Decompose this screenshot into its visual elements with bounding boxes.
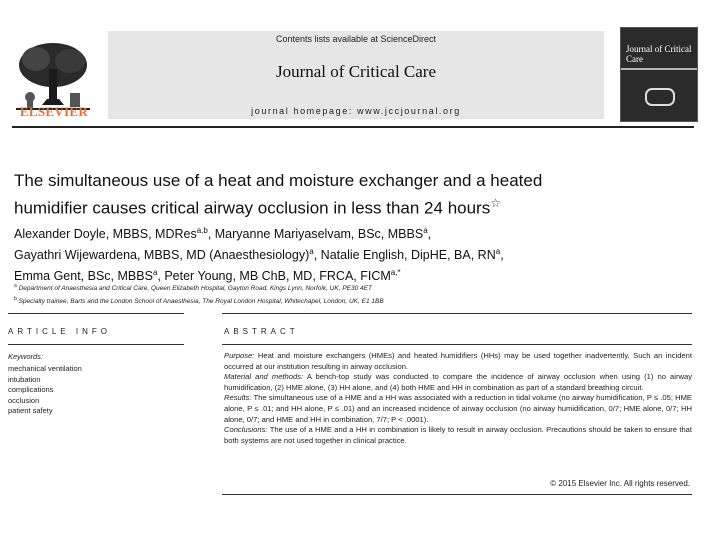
cover-title: Journal of Critical Care — [626, 44, 692, 64]
contents-line: Contents lists available at ScienceDirect — [275, 34, 437, 44]
abstract-conclusions — [224, 425, 692, 446]
paper-title — [14, 170, 614, 220]
cover-band — [621, 68, 697, 70]
affiliations — [14, 281, 674, 307]
affiliation-text: Specialty trainee, Barts and the London School of Anaesthesia, The Royal London Hospital, Whitechapel, London, UK, E1 1BB — [18, 298, 384, 306]
author-name: , Peter Young, MB ChB, MD, FRCA, FICM — [157, 269, 391, 284]
abstract-methods — [224, 372, 692, 393]
header-rule — [12, 126, 694, 128]
author-list — [14, 222, 654, 285]
abstract-conclusions-label: Conclusions: — [224, 425, 268, 435]
affiliation-item — [14, 281, 674, 294]
journal-title: Journal of Critical Care — [275, 62, 437, 81]
article-info-heading: ARTICLE INFO — [8, 327, 111, 336]
abstract-heading: ABSTRACT — [224, 327, 299, 336]
author-affil-sup: a — [309, 247, 314, 257]
abstract-results-text: The simultaneous use of a HME and a HH was associated with a reduction in tidal volume (no airway humidification, P ≤ .05; HME alone, P ≤ .01; and HH alone, P ≤ .01) and an increased incidence of airway occlusion (no airway humidification, 0/7; HME alone, 0/7; HH alone, 0/7; and HME and HH in combination, 7/7; P < .0001). — [224, 393, 692, 424]
keywords-list — [8, 364, 82, 417]
cover-logo — [645, 88, 675, 106]
article-info-bottom-rule — [8, 344, 184, 345]
author-name: Emma Gent, BSc, MBBS — [14, 269, 153, 284]
keyword-item: intubation — [8, 374, 41, 384]
abstract-methods-label: Material and methods: — [224, 372, 304, 382]
abstract-results — [224, 393, 692, 425]
article-info-top-rule — [8, 313, 184, 314]
author-line — [14, 243, 654, 264]
author-name: , Natalie English, DipHE, BA, RN — [313, 248, 496, 263]
keyword-item: complications — [8, 385, 54, 394]
author-line — [14, 222, 654, 243]
journal-cover-image — [620, 27, 698, 122]
author-sep: , — [500, 248, 504, 263]
author-name: , Maryanne Mariyaselvam, BSc, MBBS — [207, 227, 424, 242]
abstract-bottom-rule — [222, 344, 692, 345]
abstract-methods-text: A bench-top study was conducted to compare the incidence of airway occlusion when using (1) no airway humidification, (2) HME alone, (3) HH alone, and (4) both HME and HH in combination as part of a standard breathing circuit. — [224, 372, 692, 392]
author-affil-sup: a — [495, 247, 501, 257]
author-affil-sup: a,b — [196, 226, 208, 235]
abstract-end-rule — [222, 494, 692, 495]
copyright-notice: © 2015 Elsevier Inc. All rights reserved. — [550, 479, 690, 488]
abstract-top-rule — [222, 313, 692, 314]
author-affil-sup: a — [152, 268, 158, 278]
author-name: Alexander Doyle, MBBS, MDRes — [14, 227, 197, 242]
affiliation-mark: a — [14, 283, 17, 289]
abstract-results-label: Results: — [224, 393, 252, 403]
author-sep: , — [427, 227, 432, 242]
author-name: Gayathri Wijewardena, MBBS, MD (Anaesthesiology) — [14, 248, 310, 263]
affiliation-text: Department of Anaesthesia and Critical Care, Queen Elizabeth Hospital, Gayton Road, Kings Lynn, Norfolk, UK, PE30 4ET — [18, 285, 372, 293]
abstract-purpose-label: Purpose: — [224, 351, 255, 360]
author-affil-sup: a — [423, 226, 428, 235]
keyword-item: occlusion — [8, 395, 40, 405]
abstract-purpose — [224, 351, 692, 372]
title-footnote-star: ☆ — [490, 196, 501, 210]
paper-title-text: The simultaneous use of a heat and moisture exchanger and a heated humidifier causes critical airway occlusion in less than 24 hours — [14, 171, 543, 218]
keyword-item: mechanical ventilation — [8, 364, 82, 373]
abstract-conclusions-text: The use of a HME and a HH in combination is likely to result in airway occlusion. Precautions should be taken to ensure that both systems are not used together in clinical practice. — [224, 425, 693, 445]
abstract-purpose-text: Heat and moisture exchangers (HMEs) and heated humidifiers (HHs) may be used together inadvertently. Such an incident occurred at our institution resulting in airway occlusion. — [224, 351, 692, 371]
abstract-body — [224, 351, 692, 446]
publisher-name: ELSEVIER — [19, 104, 89, 119]
author-affil-sup: a,* — [390, 268, 401, 278]
affiliation-item — [14, 294, 674, 307]
journal-homepage: journal homepage: www.jccjournal.org — [251, 106, 461, 116]
keyword-item: patient safety — [8, 406, 53, 415]
keywords-label: Keywords: — [8, 352, 44, 361]
affiliation-mark: b — [14, 296, 17, 303]
